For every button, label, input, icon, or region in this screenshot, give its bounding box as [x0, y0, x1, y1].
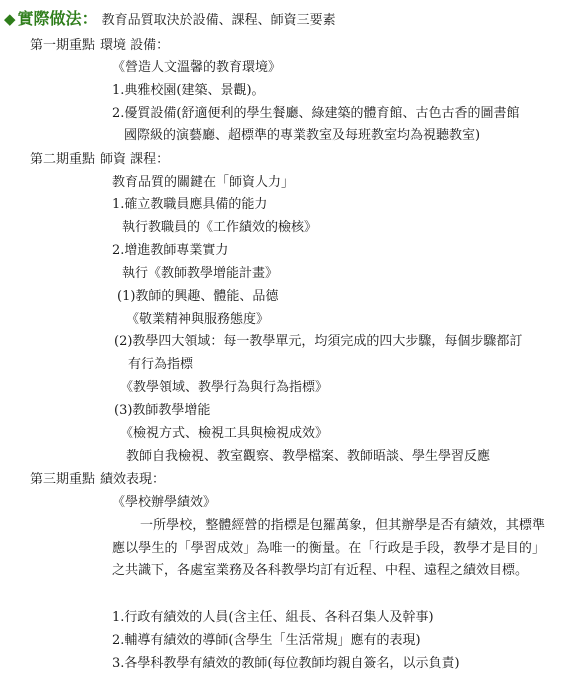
diamond-bullet-icon: ◆ [4, 10, 16, 28]
phase3-item3: 3.各學科教學有績效的教師(每位教師均親自簽名，以示負責) [112, 656, 460, 671]
phase2-sub3-quote: 《檢視方式、檢視工具與檢視成效》 [120, 426, 329, 441]
phase2-intro: 教育品質的關鍵在「師資人力」 [112, 175, 295, 190]
phase3-topic: 績效表現： [100, 472, 166, 487]
phase2-topic: 師資 課程： [100, 152, 170, 167]
phase1-topic: 環境 設備： [100, 38, 170, 53]
phase2-sub3: (3)教師教學增能 [114, 403, 211, 418]
phase3-heading [30, 472, 165, 488]
phase2-item2-sub: 執行《教師教學增能計畫》 [122, 266, 279, 281]
section-title: 實際做法 [17, 9, 82, 28]
section-title-colon: ： [81, 9, 98, 28]
phase1-label: 第一期重點 [30, 38, 96, 53]
phase3-label: 第三期重點 [30, 472, 96, 487]
phase2-heading [30, 152, 169, 168]
phase2-sub2-line1: (2)教學四大領域：每一教學單元，均須完成的四大步驟，每個步驟都訂 [114, 334, 523, 349]
phase2-item1-sub: 執行教職員的《工作績效的檢核》 [122, 220, 318, 235]
phase2-item1: 1.確立教職員應具備的能力 [112, 197, 268, 212]
phase2-sub2-quote: 《教學領域、教學行為與行為指標》 [120, 380, 329, 395]
section-header [4, 10, 336, 30]
phase1-quote: 《營造人文溫馨的教育環境》 [112, 60, 282, 75]
phase1-item1: 1.典雅校園(建築、景觀)。 [112, 83, 265, 98]
phase2-sub1: (1)教師的興趣、體能、品德 [117, 289, 279, 304]
phase2-sub3-detail: 教師自我檢視、教室觀察、教學檔案、教師晤談、學生學習反應 [126, 449, 491, 464]
phase1-heading [30, 38, 169, 54]
phase2-label: 第二期重點 [30, 152, 96, 167]
phase1-item2-line1: 2.優質設備(舒適便利的學生餐廳、綠建築的體育館、古色古香的圖書館 [112, 106, 520, 121]
phase3-item1: 1.行政有績效的人員(含主任、組長、各科召集人及幹事) [112, 610, 434, 625]
phase3-quote: 《學校辦學績效》 [112, 495, 217, 510]
phase3-item2: 2.輔導有績效的導師(含學生「生活常規」應有的表現) [112, 633, 421, 648]
phase2-item2: 2.增進教師專業實力 [112, 243, 229, 258]
section-subtitle: 教育品質取決於設備、課程、師資三要素 [101, 13, 336, 28]
phase3-paragraph: 一所學校，整體經營的指標是包羅萬象，但其辦學是否有績效，其標準應以學生的「學習成效」為唯一的衡量。在「行政是手段，教學才是目的」之共識下，各處室業務及各科教學均訂有近程、中程、遠程之績效目標。 [112, 518, 545, 578]
phase2-sub1-quote: 《敬業精神與服務態度》 [126, 312, 270, 327]
phase2-sub2-line2: 有行為指標 [128, 357, 194, 372]
phase1-item2-line2: 國際級的演藝廳、超標準的專業教室及每班教室均為視聽教室) [124, 128, 481, 143]
